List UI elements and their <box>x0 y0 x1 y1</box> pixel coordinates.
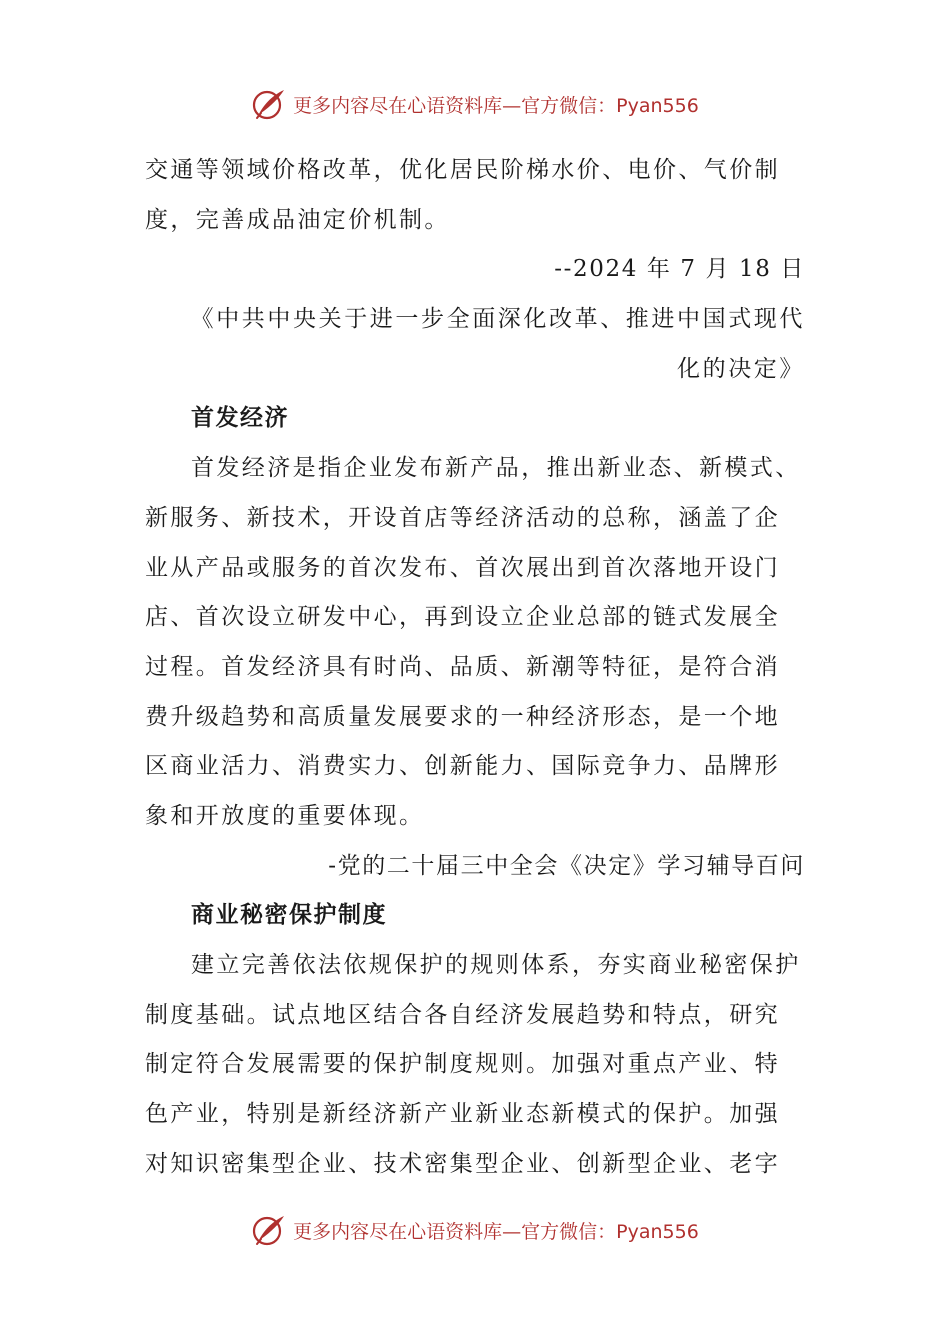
paragraph-line: 制定符合发展需要的保护制度规则。加强对重点产业、特 <box>145 1051 780 1078</box>
paragraph-line: 色产业，特别是新经济新产业新业态新模式的保护。加强 <box>145 1101 780 1128</box>
source-citation: -党的二十届三中全会《决定》学习辅导百问 <box>328 852 805 879</box>
paragraph-line: 费升级趋势和高质量发展要求的一种经济形态，是一个地 <box>145 703 780 730</box>
header-banner <box>0 84 950 124</box>
source-title-line: 《中共中央关于进一步全面深化改革、推进中国式现代 <box>190 306 805 333</box>
paragraph-line: 度，完善成品油定价机制。 <box>145 206 450 233</box>
paragraph-line: 制度基础。试点地区结合各自经济发展趋势和特点，研究 <box>145 1001 780 1028</box>
banner-slogan: 更多内容尽在心语资料库—官方微信： <box>293 94 617 117</box>
paragraph-line: 首发经济是指企业发布新产品，推出新业态、新模式、 <box>191 455 801 482</box>
section-heading: 首发经济 <box>191 405 289 432</box>
banner-slogan: 更多内容尽在心语资料库—官方微信： <box>293 1220 617 1243</box>
source-title-line: 化的决定》 <box>677 355 805 382</box>
paragraph-line: 业从产品或服务的首次发布、首次展出到首次落地开设门 <box>145 554 780 581</box>
paragraph-line: 对知识密集型企业、技术密集型企业、创新型企业、老字 <box>145 1150 780 1177</box>
paragraph-line: 过程。首发经济具有时尚、品质、新潮等特征，是符合消 <box>145 653 780 680</box>
quill-logo-icon <box>251 1212 287 1248</box>
footer-banner <box>0 1210 950 1250</box>
banner-wechat-id: Pyan556 <box>616 94 699 117</box>
paragraph-line: 建立完善依法依规保护的规则体系，夯实商业秘密保护 <box>191 952 801 978</box>
source-date: --2024 年 7 月 18 日 <box>554 256 805 283</box>
banner-text <box>293 1217 699 1244</box>
banner-text <box>293 91 699 118</box>
paragraph-line: 交通等领域价格改革，优化居民阶梯水价、电价、气价制 <box>145 157 780 183</box>
quill-logo-icon <box>251 86 287 122</box>
section-heading: 商业秘密保护制度 <box>191 902 387 929</box>
banner-wechat-id: Pyan556 <box>616 1220 699 1243</box>
paragraph-line: 区商业活力、消费实力、创新能力、国际竞争力、品牌形 <box>145 753 780 780</box>
paragraph-line: 象和开放度的重要体现。 <box>145 802 425 829</box>
document-body <box>145 146 805 1189</box>
paragraph-line: 新服务、新技术，开设首店等经济活动的总称，涵盖了企 <box>145 504 780 531</box>
paragraph-line: 店、首次设立研发中心，再到设立企业总部的链式发展全 <box>145 604 780 631</box>
